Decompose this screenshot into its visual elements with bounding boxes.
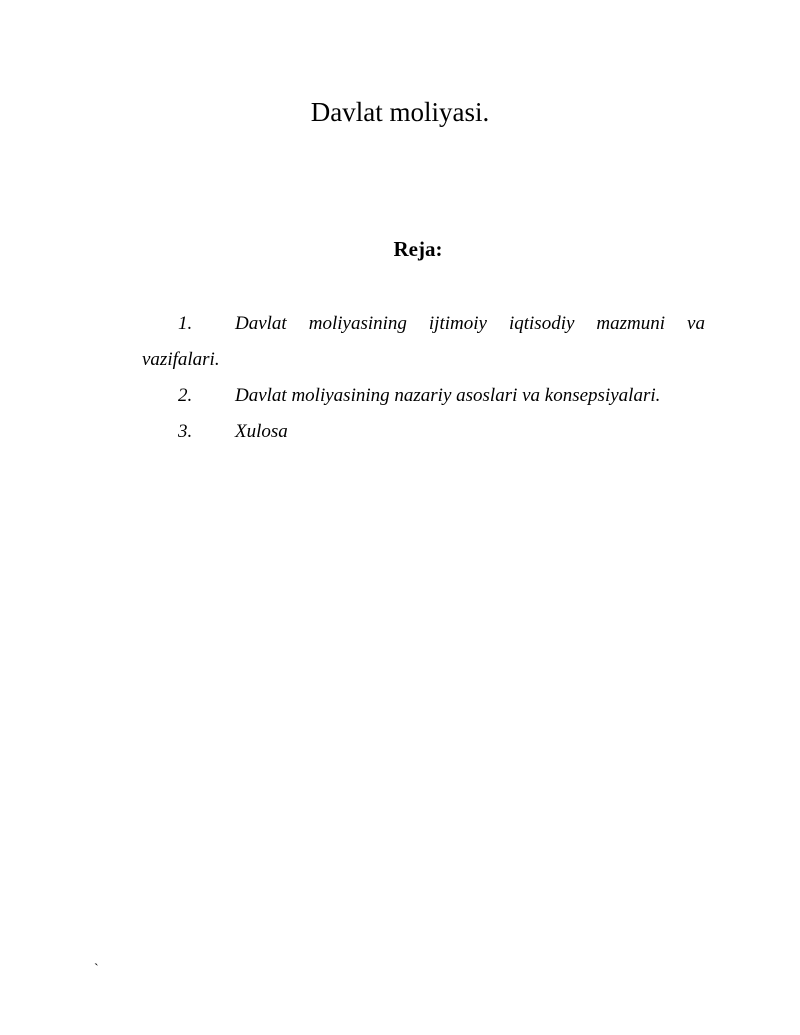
plan-item-continuation: vazifalari. bbox=[142, 349, 220, 370]
plan-item-number: 1. bbox=[178, 313, 193, 334]
plan-item-1 bbox=[142, 306, 705, 378]
plan-list bbox=[142, 306, 705, 450]
footer-mark: ` bbox=[94, 962, 99, 977]
plan-item-1-first-line bbox=[142, 306, 705, 342]
plan-item-text: Xulosa bbox=[235, 421, 288, 442]
plan-item-text: Davlat moliyasining ijtimoiy iqtisodiy mazmuni va bbox=[235, 313, 705, 334]
plan-item-3 bbox=[142, 414, 705, 450]
plan-item-text: Davlat moliyasining nazariy asoslari va konsepsiyalari. bbox=[235, 385, 661, 406]
plan-item-number: 2. bbox=[178, 385, 193, 406]
plan-heading: Reja: bbox=[393, 237, 443, 261]
plan-item-2 bbox=[142, 378, 705, 414]
page-title: Davlat moliyasi. bbox=[310, 97, 490, 127]
plan-item-number: 3. bbox=[178, 421, 193, 442]
